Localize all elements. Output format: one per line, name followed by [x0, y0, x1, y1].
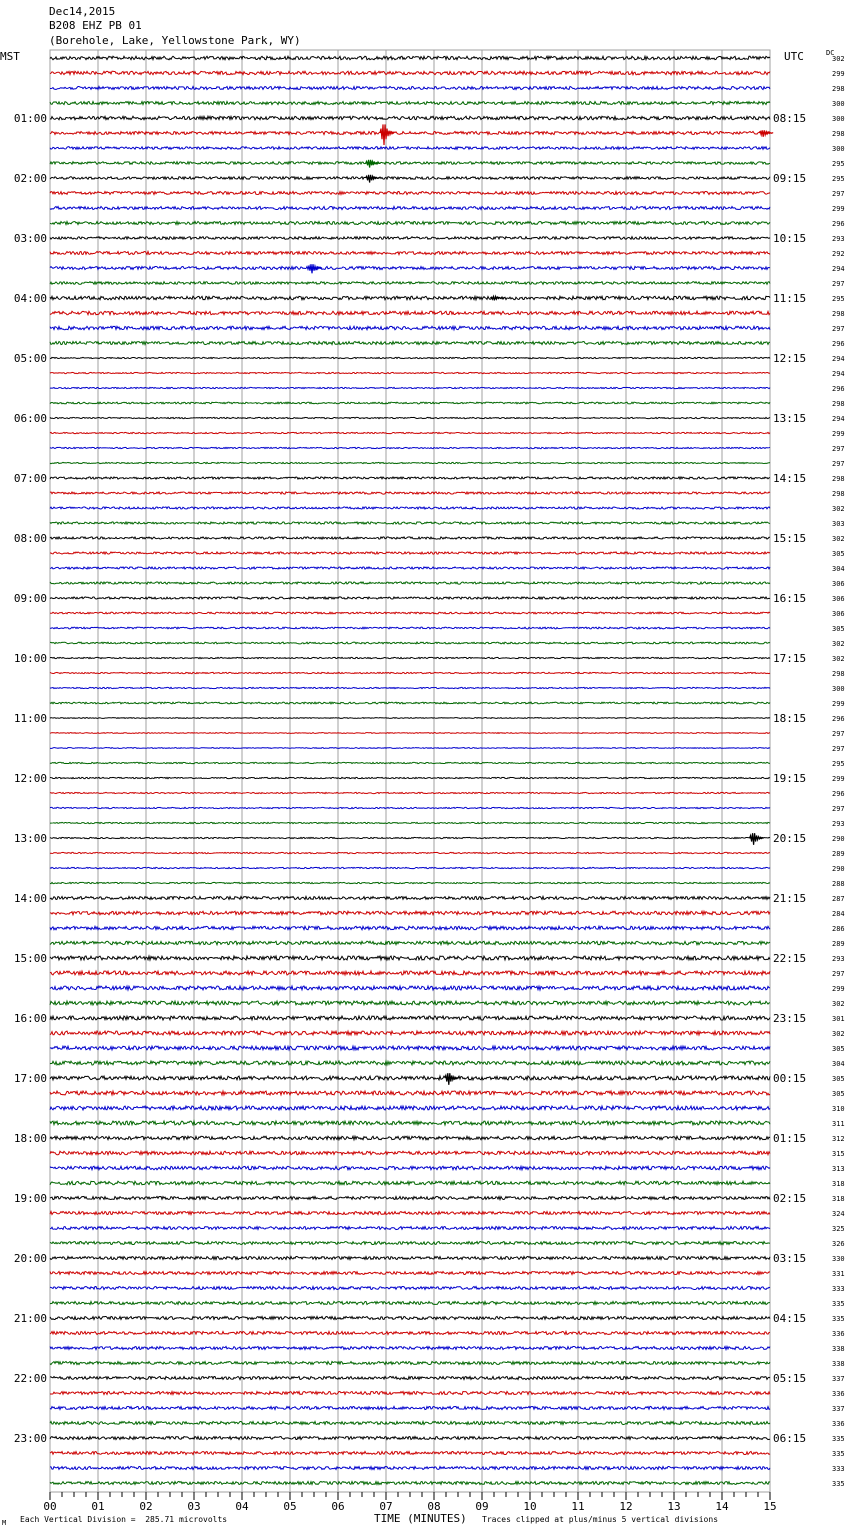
seismic-trace: [50, 206, 770, 209]
left-timezone-label: MST: [0, 50, 20, 63]
mst-hour-label: 18:00: [13, 1132, 47, 1145]
dc-value: 310: [832, 1105, 845, 1113]
dc-value: 289: [832, 940, 845, 948]
utc-hour-label: 05:15: [773, 1372, 807, 1385]
utc-hour-label: 10:15: [773, 232, 807, 245]
seismic-trace: [50, 1256, 770, 1259]
x-tick-label: 07: [379, 1500, 393, 1513]
dc-value: 294: [832, 355, 845, 363]
dc-value: 299: [832, 430, 845, 438]
mst-hour-label: 03:00: [13, 232, 47, 245]
seismic-trace: [50, 1031, 770, 1035]
seismic-trace: [50, 251, 770, 254]
seismic-trace: [50, 1121, 770, 1125]
seismic-trace: [50, 537, 770, 539]
dc-value: 295: [832, 160, 845, 168]
seismic-trace: [50, 1061, 770, 1065]
dc-value: 338: [832, 1360, 845, 1368]
seismic-trace: [50, 341, 770, 344]
dc-value: 297: [832, 460, 845, 468]
dc-value: 315: [832, 1150, 845, 1158]
mst-hour-label: 17:00: [13, 1072, 47, 1085]
dc-value: 324: [832, 1210, 845, 1218]
seismic-trace: [50, 101, 770, 104]
utc-hour-label: 17:15: [773, 652, 807, 665]
dc-value: 299: [832, 700, 845, 708]
header-date: Dec14,2015: [49, 5, 116, 18]
dc-value: 302: [832, 55, 845, 63]
seismic-trace: [50, 657, 770, 658]
mst-hour-label: 08:00: [13, 532, 47, 545]
dc-value: 318: [832, 1180, 845, 1188]
dc-value: 336: [832, 1330, 845, 1338]
dc-value: 296: [832, 715, 845, 723]
dc-value: 326: [832, 1240, 845, 1248]
dc-value: 297: [832, 745, 845, 753]
seismic-trace: [50, 387, 770, 388]
dc-value: 302: [832, 535, 845, 543]
mst-hour-label: 09:00: [13, 592, 47, 605]
header-location: (Borehole, Lake, Yellowstone Park, WY): [49, 34, 301, 47]
seismic-event: [366, 175, 380, 183]
dc-value: 305: [832, 1045, 845, 1053]
dc-value: 297: [832, 805, 845, 813]
utc-hour-label: 16:15: [773, 592, 807, 605]
seismic-trace: [50, 1391, 770, 1394]
dc-value: 312: [832, 1135, 845, 1143]
mst-hour-label: 11:00: [13, 712, 47, 725]
seismic-trace: [50, 956, 770, 960]
mst-hour-label: 15:00: [13, 952, 47, 965]
seismic-trace: [50, 1181, 770, 1185]
seismic-trace: [50, 911, 770, 915]
seismic-trace: [50, 507, 770, 509]
seismic-trace: [50, 672, 770, 673]
dc-value: 298: [832, 85, 845, 93]
dc-value: 297: [832, 730, 845, 738]
seismic-trace: [50, 733, 770, 734]
dc-value: 335: [832, 1315, 845, 1323]
utc-hour-label: 23:15: [773, 1012, 807, 1025]
dc-value: 333: [832, 1465, 845, 1473]
dc-value: 311: [832, 1120, 845, 1128]
seismic-trace: [50, 941, 770, 945]
utc-hour-label: 00:15: [773, 1072, 807, 1085]
dc-value: 335: [832, 1450, 845, 1458]
dc-value: 296: [832, 340, 845, 348]
seismic-trace: [50, 867, 770, 868]
utc-hour-label: 03:15: [773, 1252, 807, 1265]
seismic-trace: [50, 1166, 770, 1170]
footer-mark: M: [2, 1519, 7, 1527]
seismic-trace: [50, 266, 770, 269]
seismic-trace: [50, 296, 770, 300]
dc-value: 300: [832, 100, 845, 108]
seismic-trace: [50, 552, 770, 554]
dc-value: 305: [832, 550, 845, 558]
seismic-trace: [50, 748, 770, 749]
seismic-trace: [50, 986, 770, 990]
seismic-trace: [50, 807, 770, 808]
dc-value: 293: [832, 820, 845, 828]
seismic-trace: [50, 971, 770, 975]
seismic-trace: [50, 1286, 770, 1289]
dc-value: 301: [832, 1015, 845, 1023]
dc-value: 300: [832, 685, 845, 693]
seismic-trace: [50, 1451, 770, 1454]
dc-value: 295: [832, 175, 845, 183]
x-tick-label: 01: [91, 1500, 105, 1513]
seismic-trace: [50, 792, 770, 793]
seismic-trace: [50, 282, 770, 285]
seismic-trace: [50, 1046, 770, 1050]
dc-value: 295: [832, 760, 845, 768]
dc-value: 335: [832, 1480, 845, 1488]
seismic-trace: [50, 1241, 770, 1244]
dc-value: 298: [832, 490, 845, 498]
x-tick-label: 11: [571, 1500, 585, 1513]
seismic-trace: [50, 56, 770, 60]
seismic-trace: [50, 162, 770, 165]
seismic-event: [380, 124, 394, 145]
seismic-trace: [50, 177, 770, 180]
mst-hour-label: 02:00: [13, 172, 47, 185]
dc-value: 293: [832, 235, 845, 243]
seismic-trace: [50, 597, 770, 599]
seismic-trace: [50, 221, 770, 224]
seismic-trace: [50, 237, 770, 240]
seismic-event: [445, 1073, 459, 1085]
x-tick-label: 04: [235, 1500, 249, 1513]
utc-hour-label: 19:15: [773, 772, 807, 785]
dc-value: 287: [832, 895, 845, 903]
dc-value: 297: [832, 190, 845, 198]
utc-hour-label: 14:15: [773, 472, 807, 485]
dc-value: 297: [832, 325, 845, 333]
dc-value: 288: [832, 880, 845, 888]
dc-value: 325: [832, 1225, 845, 1233]
plot-grid: [50, 50, 770, 1492]
mst-hour-label: 12:00: [13, 772, 47, 785]
mst-hour-label: 14:00: [13, 892, 47, 905]
seismic-trace: [50, 1466, 770, 1469]
seismic-trace: [50, 837, 770, 838]
seismic-trace: [50, 1001, 770, 1005]
dc-value: 298: [832, 475, 845, 483]
x-tick-label: 13: [667, 1500, 681, 1513]
dc-value: 294: [832, 370, 845, 378]
dc-value: 303: [832, 520, 845, 528]
seismic-event: [750, 833, 764, 845]
dc-value: 338: [832, 1345, 845, 1353]
utc-hour-label: 08:15: [773, 112, 807, 125]
seismic-trace: [50, 777, 770, 778]
dc-value: 284: [832, 910, 845, 918]
dc-value: 297: [832, 445, 845, 453]
seismic-trace: [50, 896, 770, 899]
seismic-trace: [50, 1136, 770, 1140]
seismic-trace: [50, 492, 770, 494]
seismic-trace: [50, 447, 770, 448]
seismic-trace: [50, 311, 770, 315]
dc-value: 298: [832, 400, 845, 408]
dc-value: 306: [832, 580, 845, 588]
seismic-trace: [50, 762, 770, 763]
seismic-trace: [50, 402, 770, 404]
seismic-trace: [50, 1436, 770, 1439]
dc-value: 333: [832, 1285, 845, 1293]
dc-value: 297: [832, 280, 845, 288]
x-axis-title: TIME (MINUTES): [374, 1512, 467, 1525]
dc-value: 298: [832, 130, 845, 138]
dc-value: 295: [832, 295, 845, 303]
dc-value: 302: [832, 505, 845, 513]
seismic-trace: [50, 702, 770, 704]
dc-value: 304: [832, 1060, 845, 1068]
dc-value: 294: [832, 265, 845, 273]
x-tick-label: 12: [619, 1500, 633, 1513]
seismic-trace: [50, 582, 770, 584]
dc-value: 337: [832, 1375, 845, 1383]
utc-hour-label: 04:15: [773, 1312, 807, 1325]
utc-hour-label: 15:15: [773, 532, 807, 545]
mst-hour-label: 23:00: [13, 1432, 47, 1445]
trace-group: [50, 56, 773, 1484]
x-tick-label: 00: [43, 1500, 57, 1513]
seismic-trace: [50, 612, 770, 614]
plot-frame: [50, 50, 770, 1492]
seismic-trace: [50, 567, 770, 569]
dc-value: 290: [832, 835, 845, 843]
utc-hour-label: 18:15: [773, 712, 807, 725]
dc-value: 337: [832, 1405, 845, 1413]
dc-value: 289: [832, 850, 845, 858]
seismic-trace: [50, 357, 770, 358]
utc-hour-label: 11:15: [773, 292, 807, 305]
seismic-event: [308, 264, 322, 273]
seismic-trace: [50, 926, 770, 930]
dc-value: 290: [832, 865, 845, 873]
seismic-event: [759, 130, 773, 137]
seismic-trace: [50, 1076, 770, 1080]
scale-note: Each Vertical Division = 285.71 microvolts: [20, 1515, 228, 1524]
seismic-trace: [50, 1421, 770, 1424]
x-tick-label: 09: [475, 1500, 489, 1513]
dc-value: 297: [832, 970, 845, 978]
mst-hour-label: 19:00: [13, 1192, 47, 1205]
dc-value: 335: [832, 1435, 845, 1443]
dc-value: 286: [832, 925, 845, 933]
seismic-trace: [50, 1226, 770, 1229]
dc-value: 294: [832, 415, 845, 423]
seismic-trace: [50, 86, 770, 89]
clip-note: Traces clipped at plus/minus 5 vertical divisions: [482, 1515, 719, 1524]
x-tick-label: 03: [187, 1500, 201, 1513]
dc-value: 302: [832, 640, 845, 648]
seismic-trace: [50, 147, 770, 150]
seismic-trace: [50, 1301, 770, 1304]
seismic-trace: [50, 852, 770, 853]
dc-value: 299: [832, 775, 845, 783]
seismic-trace: [50, 191, 770, 194]
seismic-trace: [50, 822, 770, 823]
dc-value: 331: [832, 1270, 845, 1278]
seismic-trace: [50, 116, 770, 120]
seismic-trace: [50, 432, 770, 433]
x-tick-label: 06: [331, 1500, 345, 1513]
seismic-trace: [50, 1106, 770, 1110]
dc-value: 305: [832, 625, 845, 633]
utc-hour-label: 13:15: [773, 412, 807, 425]
seismic-trace: [50, 326, 770, 330]
x-tick-label: 08: [427, 1500, 441, 1513]
utc-hour-label: 09:15: [773, 172, 807, 185]
seismic-trace: [50, 882, 770, 883]
dc-value: 299: [832, 985, 845, 993]
seismic-trace: [50, 462, 770, 463]
dc-value: 306: [832, 595, 845, 603]
dc-value: 299: [832, 205, 845, 213]
dc-value: 302: [832, 1000, 845, 1008]
seismic-trace: [50, 1361, 770, 1364]
seismic-trace: [50, 372, 770, 373]
seismic-trace: [50, 1331, 770, 1334]
seismic-event: [366, 160, 380, 168]
dc-value: 318: [832, 1195, 845, 1203]
dc-value: 300: [832, 115, 845, 123]
seismic-trace: [50, 1481, 770, 1484]
dc-value: 306: [832, 610, 845, 618]
utc-hour-label: 21:15: [773, 892, 807, 905]
dc-value: 299: [832, 70, 845, 78]
mst-hour-label: 01:00: [13, 112, 47, 125]
mst-hour-label: 06:00: [13, 412, 47, 425]
x-tick-label: 05: [283, 1500, 297, 1513]
dc-value: 304: [832, 565, 845, 573]
dc-value: 335: [832, 1300, 845, 1308]
dc-value: 296: [832, 220, 845, 228]
seismic-trace: [50, 1376, 770, 1379]
dc-value: 302: [832, 655, 845, 663]
seismic-trace: [50, 1346, 770, 1349]
right-timezone-label: UTC: [784, 50, 804, 63]
seismic-trace: [50, 627, 770, 629]
dc-value: 336: [832, 1390, 845, 1398]
seismic-trace: [50, 1091, 770, 1095]
header-station: B208 EHZ PB 01: [49, 19, 142, 32]
seismic-trace: [50, 642, 770, 644]
x-tick-label: 14: [715, 1500, 729, 1513]
seismic-trace: [50, 417, 770, 418]
mst-hour-label: 07:00: [13, 472, 47, 485]
seismic-trace: [50, 1016, 770, 1020]
dc-column-label: DC: [826, 49, 835, 57]
mst-hour-label: 13:00: [13, 832, 47, 845]
seismic-trace: [50, 1196, 770, 1199]
dc-value: 293: [832, 955, 845, 963]
x-tick-label: 15: [763, 1500, 777, 1513]
mst-hour-label: 04:00: [13, 292, 47, 305]
mst-hour-label: 05:00: [13, 352, 47, 365]
utc-hour-label: 22:15: [773, 952, 807, 965]
dc-value: 336: [832, 1420, 845, 1428]
utc-hour-label: 12:15: [773, 352, 807, 365]
mst-hour-label: 22:00: [13, 1372, 47, 1385]
dc-value: 305: [832, 1090, 845, 1098]
dc-value: 305: [832, 1075, 845, 1083]
utc-hour-label: 01:15: [773, 1132, 807, 1145]
x-tick-label: 02: [139, 1500, 153, 1513]
dc-value: 296: [832, 790, 845, 798]
dc-value: 292: [832, 250, 845, 258]
seismic-trace: [50, 131, 770, 134]
seismic-trace: [50, 1271, 770, 1274]
mst-hour-label: 20:00: [13, 1252, 47, 1265]
seismic-trace: [50, 1406, 770, 1409]
dc-value: 313: [832, 1165, 845, 1173]
x-tick-label: 10: [523, 1500, 537, 1513]
seismic-trace: [50, 718, 770, 719]
seismic-trace: [50, 522, 770, 524]
utc-hour-label: 02:15: [773, 1192, 807, 1205]
seismic-trace: [50, 1151, 770, 1155]
dc-value-labels: [832, 55, 845, 1488]
dc-value: 298: [832, 670, 845, 678]
utc-hour-label: 06:15: [773, 1432, 807, 1445]
seismic-trace: [50, 687, 770, 688]
seismic-trace: [50, 1211, 770, 1214]
x-axis: [43, 1492, 776, 1513]
utc-hour-label: 20:15: [773, 832, 807, 845]
seismic-trace: [50, 1316, 770, 1319]
dc-value: 300: [832, 145, 845, 153]
mst-hour-label: 21:00: [13, 1312, 47, 1325]
seismic-trace: [50, 477, 770, 479]
mst-hour-label: 10:00: [13, 652, 47, 665]
mst-hour-label: 16:00: [13, 1012, 47, 1025]
dc-value: 296: [832, 385, 845, 393]
dc-value: 298: [832, 310, 845, 318]
dc-value: 330: [832, 1255, 845, 1263]
seismic-trace: [50, 71, 770, 75]
dc-value: 302: [832, 1030, 845, 1038]
